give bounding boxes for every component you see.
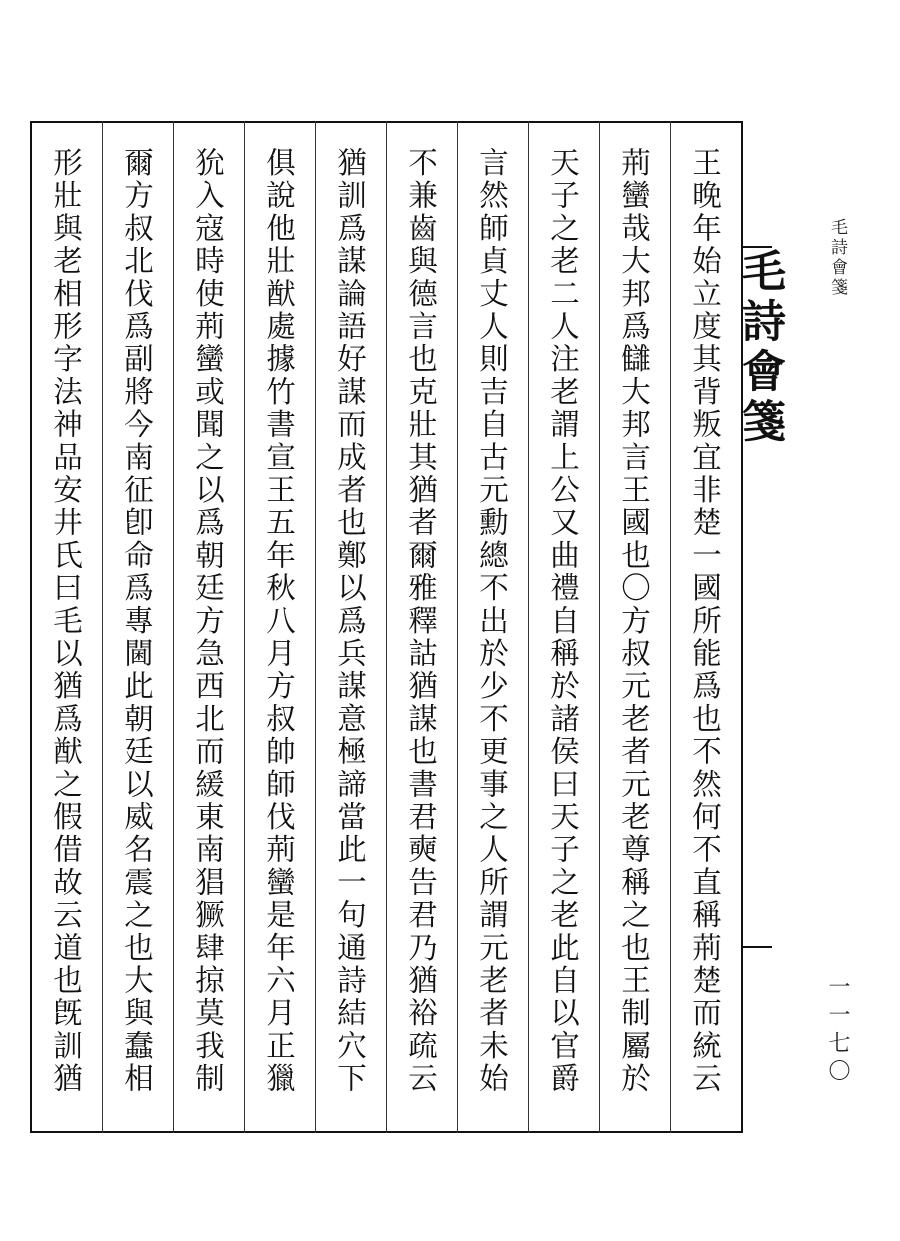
column-text: 天子之老二人注老謂上公又曲禮自稱於諸侯曰天子之老此自以官爵 (546, 147, 580, 1096)
text-column-2 (599, 121, 670, 1133)
column-divider (173, 121, 174, 1133)
column-text: 言然師貞丈人則吉自古元勳總不出於少不更事之人所謂元老者未始 (475, 147, 509, 1096)
column-divider (102, 121, 103, 1133)
running-title: 毛詩會箋 (827, 218, 847, 298)
block-mouth-book-title: 毛詩會箋 (734, 248, 785, 448)
column-divider (315, 121, 316, 1133)
text-column-5 (386, 121, 457, 1133)
text-column-7 (244, 121, 315, 1133)
column-divider (599, 121, 600, 1133)
column-text: 荊蠻哉大邦爲讎大邦言王國也〇方叔元老者元老尊稱之也王制屬於 (617, 147, 651, 1096)
text-column-6 (315, 121, 386, 1133)
text-column-9 (102, 121, 173, 1133)
column-text: 形壯與老相形字法神品安井氏曰毛以猶爲猷之假借故云道也旣訓猶 (49, 147, 83, 1096)
column-divider (457, 121, 458, 1133)
column-divider (528, 121, 529, 1133)
column-text: 不兼齒與德言也克壯其猶者爾雅釋詁猶謀也書君奭告君乃猶裕疏云 (404, 147, 438, 1096)
text-column-1 (670, 121, 741, 1133)
column-divider (670, 121, 671, 1133)
column-divider (386, 121, 387, 1133)
text-column-8 (173, 121, 244, 1133)
page-number: 一一七〇 (825, 975, 850, 1087)
column-text: 猶訓爲謀論語好謀而成者也鄭以爲兵謀意極諦當此一句通詩結穴下 (333, 147, 367, 1096)
fishtail-bottom-mark (742, 946, 772, 948)
column-text: 狁入寇時使荊蠻或聞之以爲朝廷方急西北而緩東南猖獗肆掠莫我制 (191, 147, 225, 1096)
text-column-4 (457, 121, 528, 1133)
text-column-3 (528, 121, 599, 1133)
column-text: 爾方叔北伐爲副將今南征卽命爲專閫此朝廷以威名震之也大與蠢相 (120, 147, 154, 1096)
column-divider (244, 121, 245, 1133)
text-column-10 (31, 121, 102, 1133)
column-text: 俱說他壯猷處據竹書宣王五年秋八月方叔帥師伐荊蠻是年六月正獵 (262, 147, 296, 1096)
column-text: 王晚年始立度其背叛宜非楚一國所能爲也不然何不直稱荊楚而統云 (688, 147, 722, 1096)
